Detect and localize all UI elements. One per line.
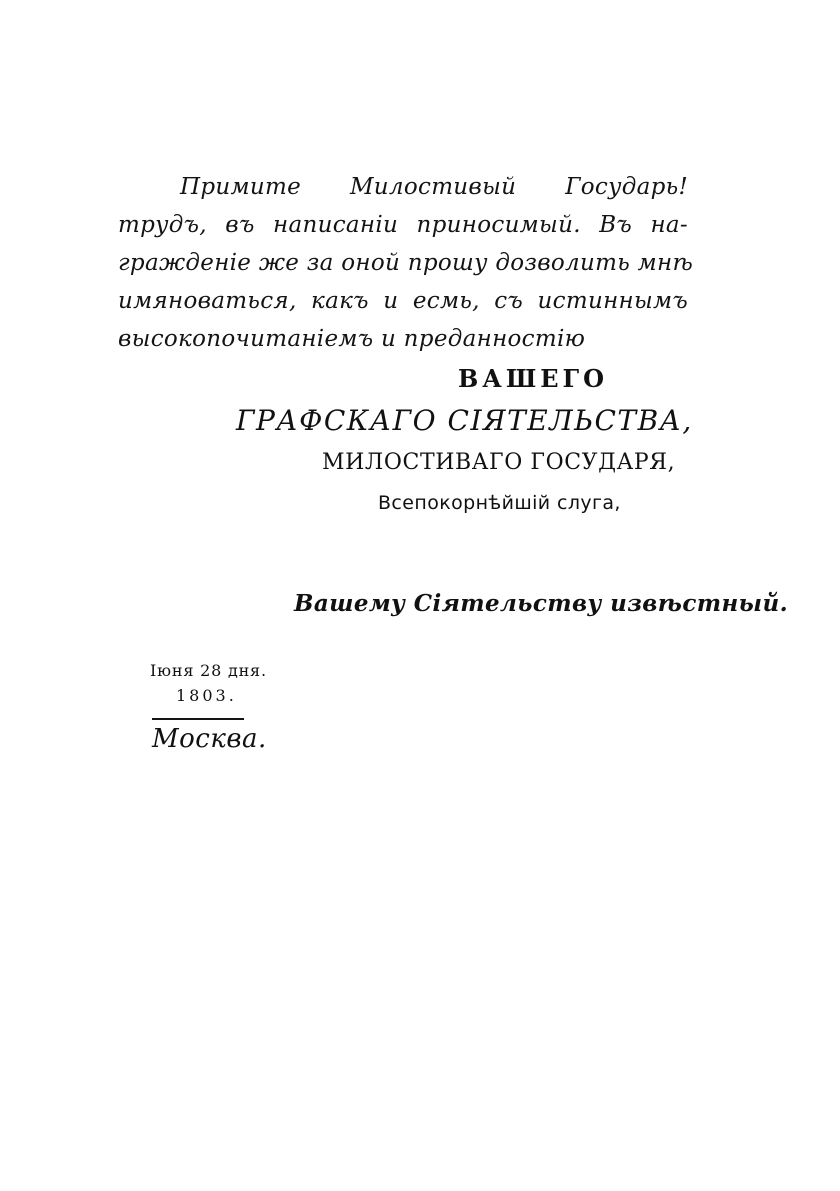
dedication-line: гражденіе же за оной прошу дозволить мнѣ [118,250,694,276]
date-year: 1803. [176,686,237,705]
dedication-line: Примите Милостивый Государь! [180,174,688,200]
closing-vashego: ВАШЕГО [458,364,609,393]
closing-address: МИЛОСТИВАГО ГОСУДАРЯ, [322,450,676,475]
closing-servant: Всепокорнѣйшій слуга, [378,492,621,514]
dedication-line: высокопочитаніемъ и преданностію [118,326,586,352]
divider-rule [152,718,244,720]
dedication-line: трудъ, въ написаніи приносимый. Въ на- [118,212,688,238]
dedication-text [118,168,694,358]
signature: Вашему Сіятельству извѣстный. [294,590,788,617]
place-name: Москва. [152,724,267,754]
closing-title: ГРАФСКАГО СІЯТЕЛЬСТВА, [236,404,693,437]
dedication-line: имяноваться, какъ и есмь, съ истиннымъ [118,288,688,314]
date-day: Іюня 28 дня. [150,661,267,680]
